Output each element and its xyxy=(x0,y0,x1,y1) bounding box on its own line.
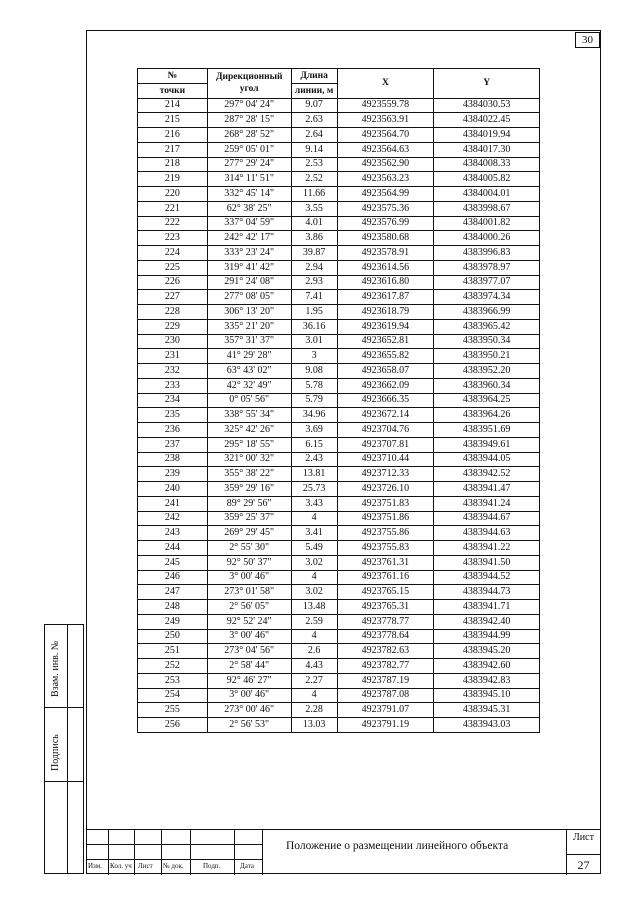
point-number: 242 xyxy=(138,511,208,526)
header-x: X xyxy=(337,69,434,99)
line-length: 4 xyxy=(291,629,337,644)
table-row xyxy=(138,364,540,379)
line-length: 4.01 xyxy=(291,216,337,231)
coord-y: 4384000.26 xyxy=(434,231,540,246)
side-label-podpis: Подпись xyxy=(50,734,61,771)
coord-x: 4923787.19 xyxy=(337,673,434,688)
coord-y: 4383977.07 xyxy=(434,275,540,290)
direction-angle: 268° 28' 52" xyxy=(207,128,291,143)
line-length: 5.49 xyxy=(291,541,337,556)
coord-x: 4923791.07 xyxy=(337,703,434,718)
point-number: 229 xyxy=(138,319,208,334)
point-number: 240 xyxy=(138,482,208,497)
coord-x: 4923563.91 xyxy=(337,113,434,128)
point-number: 226 xyxy=(138,275,208,290)
table-row xyxy=(138,260,540,275)
line-length: 2.28 xyxy=(291,703,337,718)
coord-x: 4923618.79 xyxy=(337,305,434,320)
table-row xyxy=(138,452,540,467)
line-length: 2.64 xyxy=(291,128,337,143)
table-row xyxy=(138,378,540,393)
direction-angle: 3° 00' 46" xyxy=(207,629,291,644)
coord-y: 4384022.45 xyxy=(434,113,540,128)
direction-angle: 277° 08' 05" xyxy=(207,290,291,305)
table-row xyxy=(138,541,540,556)
line-length: 13.48 xyxy=(291,600,337,615)
point-number: 228 xyxy=(138,305,208,320)
table-row xyxy=(138,172,540,187)
table-row xyxy=(138,113,540,128)
direction-angle: 306° 13' 20" xyxy=(207,305,291,320)
stamp-col-ndok: № док. xyxy=(163,862,184,870)
point-number: 230 xyxy=(138,334,208,349)
table-row xyxy=(138,644,540,659)
coord-x: 4923559.78 xyxy=(337,98,434,113)
coord-y: 4383949.61 xyxy=(434,437,540,452)
line-length: 4 xyxy=(291,511,337,526)
coord-x: 4923726.10 xyxy=(337,482,434,497)
coord-x: 4923619.94 xyxy=(337,319,434,334)
coord-y: 4383966.99 xyxy=(434,305,540,320)
coord-y: 4383952.20 xyxy=(434,364,540,379)
coord-x: 4923755.83 xyxy=(337,541,434,556)
direction-angle: 42° 32' 49" xyxy=(207,378,291,393)
table-row xyxy=(138,423,540,438)
direction-angle: 273° 00' 46" xyxy=(207,703,291,718)
table-row xyxy=(138,437,540,452)
point-number: 225 xyxy=(138,260,208,275)
side-label-vzam: Взам. инв. № xyxy=(50,640,61,697)
point-number: 222 xyxy=(138,216,208,231)
line-length: 3 xyxy=(291,349,337,364)
direction-angle: 2° 56' 05" xyxy=(207,600,291,615)
direction-angle: 314° 11' 51" xyxy=(207,172,291,187)
direction-angle: 89° 29' 56" xyxy=(207,496,291,511)
line-length: 39.87 xyxy=(291,246,337,261)
coord-y: 4383943.03 xyxy=(434,718,540,733)
sheet-number: 27 xyxy=(566,854,601,873)
point-number: 250 xyxy=(138,629,208,644)
coord-y: 4383950.34 xyxy=(434,334,540,349)
coord-x: 4923616.80 xyxy=(337,275,434,290)
coord-y: 4383942.40 xyxy=(434,614,540,629)
coordinates-table xyxy=(137,68,540,733)
line-length: 11.66 xyxy=(291,187,337,202)
header-y: Y xyxy=(434,69,540,99)
line-length: 34.96 xyxy=(291,408,337,423)
point-number: 239 xyxy=(138,467,208,482)
line-length: 25.73 xyxy=(291,482,337,497)
coord-x: 4923751.86 xyxy=(337,511,434,526)
coord-y: 4383941.22 xyxy=(434,541,540,556)
line-length: 2.27 xyxy=(291,673,337,688)
point-number: 252 xyxy=(138,659,208,674)
line-length: 2.93 xyxy=(291,275,337,290)
direction-angle: 338° 55' 34" xyxy=(207,408,291,423)
header-length-sub: линии, м xyxy=(291,83,337,98)
coord-x: 4923563.23 xyxy=(337,172,434,187)
stamp-col-list: Лист xyxy=(138,862,153,870)
direction-angle: 332° 45' 14" xyxy=(207,187,291,202)
coord-x: 4923755.86 xyxy=(337,526,434,541)
header-no: № xyxy=(138,69,208,84)
table-row xyxy=(138,231,540,246)
line-length: 4.43 xyxy=(291,659,337,674)
coord-x: 4923710.44 xyxy=(337,452,434,467)
direction-angle: 321° 00' 32" xyxy=(207,452,291,467)
direction-angle: 319° 41' 42" xyxy=(207,260,291,275)
table-row xyxy=(138,290,540,305)
point-number: 253 xyxy=(138,673,208,688)
point-number: 246 xyxy=(138,570,208,585)
line-length: 3.43 xyxy=(291,496,337,511)
line-length: 5.79 xyxy=(291,393,337,408)
direction-angle: 92° 52' 24" xyxy=(207,614,291,629)
table-row xyxy=(138,482,540,497)
coord-x: 4923652.81 xyxy=(337,334,434,349)
line-length: 2.6 xyxy=(291,644,337,659)
corner-page-number: 30 xyxy=(575,32,600,48)
direction-angle: 277° 29' 24" xyxy=(207,157,291,172)
coord-y: 4383964.25 xyxy=(434,393,540,408)
direction-angle: 273° 01' 58" xyxy=(207,585,291,600)
line-length: 2.63 xyxy=(291,113,337,128)
point-number: 237 xyxy=(138,437,208,452)
direction-angle: 2° 56' 53" xyxy=(207,718,291,733)
table-row xyxy=(138,216,540,231)
direction-angle: 2° 55' 30" xyxy=(207,541,291,556)
table-row xyxy=(138,673,540,688)
point-number: 247 xyxy=(138,585,208,600)
point-number: 232 xyxy=(138,364,208,379)
coord-y: 4384030.53 xyxy=(434,98,540,113)
table-row xyxy=(138,600,540,615)
table-row xyxy=(138,496,540,511)
table-row xyxy=(138,275,540,290)
coord-x: 4923787.08 xyxy=(337,688,434,703)
table-row xyxy=(138,393,540,408)
direction-angle: 359° 25' 37" xyxy=(207,511,291,526)
direction-angle: 325° 42' 26" xyxy=(207,423,291,438)
table-row xyxy=(138,555,540,570)
table-row xyxy=(138,157,540,172)
point-number: 215 xyxy=(138,113,208,128)
line-length: 4 xyxy=(291,570,337,585)
direction-angle: 62° 38' 25" xyxy=(207,201,291,216)
table-row xyxy=(138,659,540,674)
table-row xyxy=(138,201,540,216)
line-length: 3.02 xyxy=(291,555,337,570)
coord-x: 4923564.63 xyxy=(337,142,434,157)
coord-x: 4923782.63 xyxy=(337,644,434,659)
direction-angle: 337° 04' 59" xyxy=(207,216,291,231)
table-row xyxy=(138,319,540,334)
document-title: Положение о размещении линейного объекта xyxy=(286,840,509,852)
direction-angle: 269° 29' 45" xyxy=(207,526,291,541)
line-length: 13.81 xyxy=(291,467,337,482)
direction-angle: 273° 04' 56" xyxy=(207,644,291,659)
direction-angle: 295° 18' 55" xyxy=(207,437,291,452)
stamp-col-podp: Подп. xyxy=(203,862,221,870)
coord-x: 4923704.76 xyxy=(337,423,434,438)
point-number: 244 xyxy=(138,541,208,556)
coord-y: 4383941.24 xyxy=(434,496,540,511)
line-length: 7.41 xyxy=(291,290,337,305)
coord-y: 4384004.01 xyxy=(434,187,540,202)
coord-y: 4384005.82 xyxy=(434,172,540,187)
table-row xyxy=(138,629,540,644)
point-number: 218 xyxy=(138,157,208,172)
table-row xyxy=(138,526,540,541)
line-length: 5.78 xyxy=(291,378,337,393)
direction-angle: 3° 00' 46" xyxy=(207,570,291,585)
point-number: 235 xyxy=(138,408,208,423)
coord-y: 4383998.67 xyxy=(434,201,540,216)
table-row xyxy=(138,703,540,718)
table-row xyxy=(138,570,540,585)
table-row xyxy=(138,688,540,703)
direction-angle: 333° 23' 24" xyxy=(207,246,291,261)
line-length: 3.69 xyxy=(291,423,337,438)
direction-angle: 92° 50' 37" xyxy=(207,555,291,570)
direction-angle: 0° 05' 56" xyxy=(207,393,291,408)
line-length: 36.16 xyxy=(291,319,337,334)
coord-x: 4923778.77 xyxy=(337,614,434,629)
line-length: 1.95 xyxy=(291,305,337,320)
direction-angle: 357° 31' 37" xyxy=(207,334,291,349)
coord-y: 4383965.42 xyxy=(434,319,540,334)
table-row xyxy=(138,305,540,320)
line-length: 2.43 xyxy=(291,452,337,467)
stamp-col-kol: Кол. уч xyxy=(110,862,132,870)
point-number: 243 xyxy=(138,526,208,541)
point-number: 245 xyxy=(138,555,208,570)
coord-y: 4384019.94 xyxy=(434,128,540,143)
point-number: 220 xyxy=(138,187,208,202)
coord-x: 4923761.31 xyxy=(337,555,434,570)
coord-x: 4923761.16 xyxy=(337,570,434,585)
line-length: 3.86 xyxy=(291,231,337,246)
coord-x: 4923617.87 xyxy=(337,290,434,305)
direction-angle: 287° 28' 15" xyxy=(207,113,291,128)
line-length: 3.41 xyxy=(291,526,337,541)
table-row xyxy=(138,718,540,733)
point-number: 236 xyxy=(138,423,208,438)
table-row xyxy=(138,98,540,113)
coord-x: 4923751.83 xyxy=(337,496,434,511)
point-number: 241 xyxy=(138,496,208,511)
table-row xyxy=(138,511,540,526)
line-length: 2.53 xyxy=(291,157,337,172)
table-row xyxy=(138,349,540,364)
coord-y: 4383944.05 xyxy=(434,452,540,467)
point-number: 251 xyxy=(138,644,208,659)
point-number: 255 xyxy=(138,703,208,718)
direction-angle: 242° 42' 17" xyxy=(207,231,291,246)
coord-x: 4923578.91 xyxy=(337,246,434,261)
table-row xyxy=(138,142,540,157)
table-row xyxy=(138,128,540,143)
line-length: 2.52 xyxy=(291,172,337,187)
point-number: 217 xyxy=(138,142,208,157)
coord-x: 4923778.64 xyxy=(337,629,434,644)
direction-angle: 259° 05' 01" xyxy=(207,142,291,157)
line-length: 6.15 xyxy=(291,437,337,452)
coord-x: 4923707.81 xyxy=(337,437,434,452)
coord-y: 4383944.63 xyxy=(434,526,540,541)
coord-x: 4923672.14 xyxy=(337,408,434,423)
line-length: 3.01 xyxy=(291,334,337,349)
point-number: 227 xyxy=(138,290,208,305)
coord-y: 4383942.83 xyxy=(434,673,540,688)
coord-y: 4383964.26 xyxy=(434,408,540,423)
coord-y: 4383945.20 xyxy=(434,644,540,659)
table-body xyxy=(138,98,540,732)
coord-y: 4383945.31 xyxy=(434,703,540,718)
point-number: 249 xyxy=(138,614,208,629)
direction-angle: 359° 29' 16" xyxy=(207,482,291,497)
direction-angle: 355° 38' 22" xyxy=(207,467,291,482)
coord-y: 4383944.73 xyxy=(434,585,540,600)
point-number: 224 xyxy=(138,246,208,261)
direction-angle: 63° 43' 02" xyxy=(207,364,291,379)
title-block xyxy=(86,829,601,874)
coord-y: 4383944.67 xyxy=(434,511,540,526)
coord-x: 4923782.77 xyxy=(337,659,434,674)
direction-angle: 291° 24' 08" xyxy=(207,275,291,290)
direction-angle: 92° 46' 27" xyxy=(207,673,291,688)
coord-y: 4383942.52 xyxy=(434,467,540,482)
point-number: 254 xyxy=(138,688,208,703)
coord-y: 4383941.71 xyxy=(434,600,540,615)
coord-y: 4383974.34 xyxy=(434,290,540,305)
table-row xyxy=(138,246,540,261)
direction-angle: 41° 29' 28" xyxy=(207,349,291,364)
coord-y: 4383941.50 xyxy=(434,555,540,570)
table-row xyxy=(138,408,540,423)
coord-y: 4383944.99 xyxy=(434,629,540,644)
direction-angle: 297° 04' 24" xyxy=(207,98,291,113)
coord-y: 4383978.97 xyxy=(434,260,540,275)
header-no-sub: точки xyxy=(138,83,208,98)
header-length: Длина xyxy=(291,69,337,84)
coord-x: 4923564.99 xyxy=(337,187,434,202)
coord-x: 4923765.15 xyxy=(337,585,434,600)
coord-y: 4383996.83 xyxy=(434,246,540,261)
table-row xyxy=(138,467,540,482)
line-length: 9.08 xyxy=(291,364,337,379)
line-length: 4 xyxy=(291,688,337,703)
coord-x: 4923712.33 xyxy=(337,467,434,482)
point-number: 233 xyxy=(138,378,208,393)
coord-y: 4383960.34 xyxy=(434,378,540,393)
coord-x: 4923564.70 xyxy=(337,128,434,143)
coord-y: 4383942.60 xyxy=(434,659,540,674)
point-number: 219 xyxy=(138,172,208,187)
point-number: 221 xyxy=(138,201,208,216)
point-number: 256 xyxy=(138,718,208,733)
coord-y: 4383944.52 xyxy=(434,570,540,585)
point-number: 248 xyxy=(138,600,208,615)
coord-x: 4923765.31 xyxy=(337,600,434,615)
coord-x: 4923575.36 xyxy=(337,201,434,216)
point-number: 238 xyxy=(138,452,208,467)
line-length: 2.59 xyxy=(291,614,337,629)
coord-x: 4923791.19 xyxy=(337,718,434,733)
line-length: 13.03 xyxy=(291,718,337,733)
line-length: 9.14 xyxy=(291,142,337,157)
coord-x: 4923580.68 xyxy=(337,231,434,246)
point-number: 231 xyxy=(138,349,208,364)
coord-x: 4923666.35 xyxy=(337,393,434,408)
line-length: 3.02 xyxy=(291,585,337,600)
coord-x: 4923658.07 xyxy=(337,364,434,379)
coord-y: 4383941.47 xyxy=(434,482,540,497)
line-length: 2.94 xyxy=(291,260,337,275)
point-number: 223 xyxy=(138,231,208,246)
coord-y: 4384017.30 xyxy=(434,142,540,157)
point-number: 214 xyxy=(138,98,208,113)
direction-angle: 2° 58' 44" xyxy=(207,659,291,674)
coord-x: 4923576.99 xyxy=(337,216,434,231)
coord-y: 4383945.10 xyxy=(434,688,540,703)
stamp-col-data: Дата xyxy=(240,862,254,870)
direction-angle: 3° 00' 46" xyxy=(207,688,291,703)
coord-x: 4923655.82 xyxy=(337,349,434,364)
header-angle: Дирекционный угол xyxy=(207,69,291,99)
table-row xyxy=(138,187,540,202)
line-length: 3.55 xyxy=(291,201,337,216)
point-number: 234 xyxy=(138,393,208,408)
coord-x: 4923614.56 xyxy=(337,260,434,275)
line-length: 9.07 xyxy=(291,98,337,113)
direction-angle: 335° 21' 20" xyxy=(207,319,291,334)
table-row xyxy=(138,585,540,600)
coord-y: 4383950.21 xyxy=(434,349,540,364)
point-number: 216 xyxy=(138,128,208,143)
sheet-label: Лист xyxy=(573,832,594,843)
side-stamp xyxy=(44,624,84,874)
table-row xyxy=(138,334,540,349)
coord-x: 4923562.90 xyxy=(337,157,434,172)
coord-y: 4384008.33 xyxy=(434,157,540,172)
table-row xyxy=(138,614,540,629)
coord-y: 4384001.82 xyxy=(434,216,540,231)
coord-x: 4923662.09 xyxy=(337,378,434,393)
coord-y: 4383951.69 xyxy=(434,423,540,438)
stamp-col-izm: Изм. xyxy=(88,862,102,870)
